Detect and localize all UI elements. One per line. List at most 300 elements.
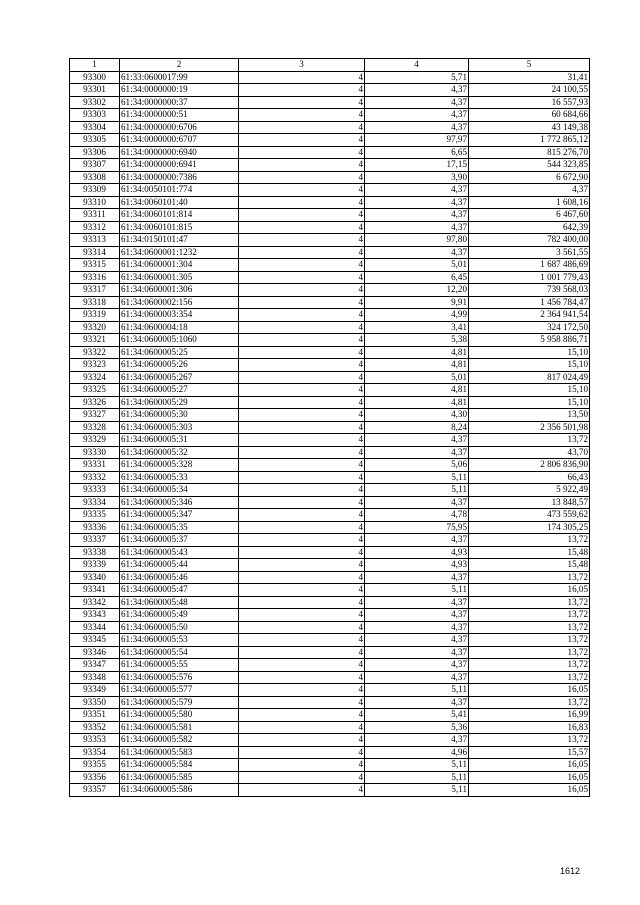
cadastral-number-cell: 61:34:0600005:584 (120, 759, 239, 772)
value-cell: 4,37 (365, 534, 469, 547)
header-col-1: 1 (70, 59, 120, 72)
table-row (70, 84, 590, 97)
cadastral-number-cell: 61:34:0600005:580 (120, 709, 239, 722)
header-col-4: 4 (365, 59, 469, 72)
cadastral-number-cell: 61:34:0600005:577 (120, 684, 239, 697)
row-number-cell: 93327 (70, 409, 120, 422)
category-cell: 4 (239, 546, 365, 559)
row-number-cell: 93302 (70, 96, 120, 109)
table-row (70, 146, 590, 159)
value-cell: 4,37 (365, 184, 469, 197)
value-cell: 4,37 (365, 209, 469, 222)
value-cell: 4,37 (365, 671, 469, 684)
amount-cell: 1 608,16 (469, 196, 590, 209)
value-cell: 5,71 (365, 71, 469, 84)
row-number-cell: 93348 (70, 671, 120, 684)
category-cell: 4 (239, 84, 365, 97)
row-number-cell: 93352 (70, 721, 120, 734)
category-cell: 4 (239, 571, 365, 584)
amount-cell: 2 364 941,54 (469, 309, 590, 322)
value-cell: 4,37 (365, 96, 469, 109)
row-number-cell: 93300 (70, 71, 120, 84)
row-number-cell: 93326 (70, 396, 120, 409)
row-number-cell: 93357 (70, 784, 120, 797)
value-cell: 3,90 (365, 171, 469, 184)
cadastral-number-cell: 61:34:0000000:6707 (120, 134, 239, 147)
value-cell: 5,11 (365, 771, 469, 784)
amount-cell: 15,10 (469, 359, 590, 372)
category-cell: 4 (239, 584, 365, 597)
value-cell: 97,97 (365, 134, 469, 147)
row-number-cell: 93344 (70, 621, 120, 634)
table-row (70, 321, 590, 334)
amount-cell: 13,72 (469, 734, 590, 747)
value-cell: 5,06 (365, 459, 469, 472)
row-number-cell: 93329 (70, 434, 120, 447)
category-cell: 4 (239, 396, 365, 409)
amount-cell: 3 561,55 (469, 246, 590, 259)
value-cell: 4,37 (365, 496, 469, 509)
category-cell: 4 (239, 246, 365, 259)
row-number-cell: 93325 (70, 384, 120, 397)
row-number-cell: 93336 (70, 521, 120, 534)
table-row (70, 396, 590, 409)
amount-cell: 13,50 (469, 409, 590, 422)
value-cell: 4,78 (365, 509, 469, 522)
category-cell: 4 (239, 409, 365, 422)
amount-cell: 13,72 (469, 571, 590, 584)
category-cell: 4 (239, 134, 365, 147)
amount-cell: 2 356 501,98 (469, 421, 590, 434)
category-cell: 4 (239, 334, 365, 347)
cadastral-number-cell: 61:34:0600005:44 (120, 559, 239, 572)
value-cell: 4,37 (365, 196, 469, 209)
amount-cell: 6 467,60 (469, 209, 590, 222)
cadastral-number-cell: 61:34:0600005:55 (120, 659, 239, 672)
value-cell: 8,24 (365, 421, 469, 434)
row-number-cell: 93322 (70, 346, 120, 359)
value-cell: 5,36 (365, 721, 469, 734)
category-cell: 4 (239, 659, 365, 672)
table-row (70, 421, 590, 434)
value-cell: 5,11 (365, 484, 469, 497)
row-number-cell: 93354 (70, 746, 120, 759)
value-cell: 4,81 (365, 346, 469, 359)
amount-cell: 16,05 (469, 784, 590, 797)
cadastral-number-cell: 61:34:0600005:33 (120, 471, 239, 484)
value-cell: 6,45 (365, 271, 469, 284)
row-number-cell: 93355 (70, 759, 120, 772)
table-row (70, 384, 590, 397)
cadastral-number-cell: 61:34:0000000:7386 (120, 171, 239, 184)
table-body (70, 71, 590, 796)
cadastral-number-cell: 61:34:0060101:40 (120, 196, 239, 209)
page-number: 1612 (560, 866, 581, 876)
category-cell: 4 (239, 496, 365, 509)
category-cell: 4 (239, 459, 365, 472)
cadastral-number-cell: 61:34:0000000:51 (120, 109, 239, 122)
cadastral-number-cell: 61:34:0050101:774 (120, 184, 239, 197)
cadastral-number-cell: 61:34:0000000:6706 (120, 121, 239, 134)
table-row (70, 646, 590, 659)
category-cell: 4 (239, 559, 365, 572)
table-row (70, 621, 590, 634)
table-row (70, 534, 590, 547)
row-number-cell: 93339 (70, 559, 120, 572)
data-table (69, 58, 590, 797)
table-row (70, 359, 590, 372)
amount-cell: 4,37 (469, 184, 590, 197)
row-number-cell: 93351 (70, 709, 120, 722)
value-cell: 4,37 (365, 121, 469, 134)
category-cell: 4 (239, 346, 365, 359)
table-row (70, 409, 590, 422)
amount-cell: 16,05 (469, 584, 590, 597)
amount-cell: 16,83 (469, 721, 590, 734)
table-row (70, 471, 590, 484)
row-number-cell: 93304 (70, 121, 120, 134)
category-cell: 4 (239, 734, 365, 747)
row-number-cell: 93334 (70, 496, 120, 509)
row-number-cell: 93321 (70, 334, 120, 347)
cadastral-number-cell: 61:34:0600003:354 (120, 309, 239, 322)
cadastral-number-cell: 61:34:0600005:53 (120, 634, 239, 647)
row-number-cell: 93338 (70, 546, 120, 559)
amount-cell: 324 172,50 (469, 321, 590, 334)
category-cell: 4 (239, 309, 365, 322)
amount-cell: 13,72 (469, 634, 590, 647)
cadastral-number-cell: 61:34:0600005:581 (120, 721, 239, 734)
value-cell: 4,37 (365, 621, 469, 634)
category-cell: 4 (239, 234, 365, 247)
amount-cell: 66,43 (469, 471, 590, 484)
cadastral-number-cell: 61:34:0600005:1060 (120, 334, 239, 347)
category-cell: 4 (239, 421, 365, 434)
amount-cell: 817 024,49 (469, 371, 590, 384)
row-number-cell: 93337 (70, 534, 120, 547)
table-row (70, 659, 590, 672)
cadastral-number-cell: 61:34:0600005:48 (120, 596, 239, 609)
amount-cell: 16,99 (469, 709, 590, 722)
table-row (70, 71, 590, 84)
category-cell: 4 (239, 371, 365, 384)
value-cell: 4,37 (365, 659, 469, 672)
cadastral-number-cell: 61:33:0600017:99 (120, 71, 239, 84)
table-row (70, 609, 590, 622)
value-cell: 4,37 (365, 246, 469, 259)
table-row (70, 334, 590, 347)
row-number-cell: 93356 (70, 771, 120, 784)
table-row (70, 259, 590, 272)
table-row (70, 484, 590, 497)
cadastral-number-cell: 61:34:0600005:328 (120, 459, 239, 472)
cadastral-number-cell: 61:34:0600005:585 (120, 771, 239, 784)
cadastral-number-cell: 61:34:0600005:267 (120, 371, 239, 384)
amount-cell: 16,05 (469, 771, 590, 784)
table-row (70, 509, 590, 522)
row-number-cell: 93323 (70, 359, 120, 372)
row-number-cell: 93331 (70, 459, 120, 472)
amount-cell: 31,41 (469, 71, 590, 84)
table-row (70, 121, 590, 134)
amount-cell: 13,72 (469, 621, 590, 634)
category-cell: 4 (239, 521, 365, 534)
category-cell: 4 (239, 771, 365, 784)
table-row (70, 559, 590, 572)
value-cell: 5,11 (365, 759, 469, 772)
amount-cell: 43 149,38 (469, 121, 590, 134)
cadastral-number-cell: 61:34:0600005:37 (120, 534, 239, 547)
cadastral-number-cell: 61:34:0600005:30 (120, 409, 239, 422)
category-cell: 4 (239, 159, 365, 172)
amount-cell: 43,70 (469, 446, 590, 459)
cadastral-number-cell: 61:34:0600005:27 (120, 384, 239, 397)
table-row (70, 459, 590, 472)
row-number-cell: 93345 (70, 634, 120, 647)
table-row (70, 584, 590, 597)
cadastral-number-cell: 61:34:0600005:43 (120, 546, 239, 559)
row-number-cell: 93346 (70, 646, 120, 659)
table-row (70, 496, 590, 509)
value-cell: 75,95 (365, 521, 469, 534)
category-cell: 4 (239, 321, 365, 334)
category-cell: 4 (239, 96, 365, 109)
cadastral-number-cell: 61:34:0600005:346 (120, 496, 239, 509)
table-row (70, 671, 590, 684)
amount-cell: 1 772 865,12 (469, 134, 590, 147)
row-number-cell: 93347 (70, 659, 120, 672)
category-cell: 4 (239, 509, 365, 522)
cadastral-number-cell: 61:34:0600005:47 (120, 584, 239, 597)
value-cell: 5,01 (365, 371, 469, 384)
cadastral-number-cell: 61:34:0000000:6940 (120, 146, 239, 159)
amount-cell: 473 559,62 (469, 509, 590, 522)
amount-cell: 15,48 (469, 559, 590, 572)
cadastral-number-cell: 61:34:0150101:47 (120, 234, 239, 247)
table-row (70, 209, 590, 222)
row-number-cell: 93342 (70, 596, 120, 609)
table-row (70, 196, 590, 209)
table-row (70, 721, 590, 734)
amount-cell: 13,72 (469, 534, 590, 547)
amount-cell: 1 456 784,47 (469, 296, 590, 309)
table-row (70, 296, 590, 309)
amount-cell: 13,72 (469, 659, 590, 672)
table-row (70, 246, 590, 259)
value-cell: 5,11 (365, 584, 469, 597)
amount-cell: 60 684,66 (469, 109, 590, 122)
row-number-cell: 93353 (70, 734, 120, 747)
table-row (70, 571, 590, 584)
category-cell: 4 (239, 434, 365, 447)
table-row (70, 271, 590, 284)
cadastral-number-cell: 61:34:0600005:25 (120, 346, 239, 359)
row-number-cell: 93349 (70, 684, 120, 697)
cadastral-number-cell: 61:34:0600005:32 (120, 446, 239, 459)
category-cell: 4 (239, 684, 365, 697)
amount-cell: 6 672,90 (469, 171, 590, 184)
category-cell: 4 (239, 146, 365, 159)
value-cell: 4,81 (365, 396, 469, 409)
category-cell: 4 (239, 646, 365, 659)
cadastral-number-cell: 61:34:0060101:814 (120, 209, 239, 222)
amount-cell: 15,57 (469, 746, 590, 759)
category-cell: 4 (239, 534, 365, 547)
category-cell: 4 (239, 759, 365, 772)
amount-cell: 2 806 836,90 (469, 459, 590, 472)
category-cell: 4 (239, 671, 365, 684)
cadastral-number-cell: 61:34:0600005:49 (120, 609, 239, 622)
value-cell: 4,37 (365, 571, 469, 584)
table-row (70, 746, 590, 759)
table-row (70, 696, 590, 709)
table-row (70, 371, 590, 384)
value-cell: 4,37 (365, 696, 469, 709)
value-cell: 4,99 (365, 309, 469, 322)
value-cell: 4,30 (365, 409, 469, 422)
cadastral-number-cell: 61:34:0000000:37 (120, 96, 239, 109)
row-number-cell: 93335 (70, 509, 120, 522)
amount-cell: 815 276,70 (469, 146, 590, 159)
value-cell: 4,37 (365, 646, 469, 659)
table-row (70, 596, 590, 609)
cadastral-number-cell: 61:34:0600005:576 (120, 671, 239, 684)
category-cell: 4 (239, 709, 365, 722)
value-cell: 17,15 (365, 159, 469, 172)
value-cell: 4,93 (365, 559, 469, 572)
row-number-cell: 93303 (70, 109, 120, 122)
category-cell: 4 (239, 109, 365, 122)
value-cell: 4,96 (365, 746, 469, 759)
row-number-cell: 93341 (70, 584, 120, 597)
amount-cell: 13,72 (469, 696, 590, 709)
table-row (70, 159, 590, 172)
cadastral-number-cell: 61:34:0600005:579 (120, 696, 239, 709)
amount-cell: 15,48 (469, 546, 590, 559)
cadastral-number-cell: 61:34:0600005:54 (120, 646, 239, 659)
amount-cell: 13,72 (469, 671, 590, 684)
category-cell: 4 (239, 209, 365, 222)
value-cell: 4,93 (365, 546, 469, 559)
table-row (70, 759, 590, 772)
row-number-cell: 93340 (70, 571, 120, 584)
value-cell: 4,37 (365, 446, 469, 459)
row-number-cell: 93328 (70, 421, 120, 434)
table-row (70, 709, 590, 722)
value-cell: 4,37 (365, 109, 469, 122)
row-number-cell: 93333 (70, 484, 120, 497)
row-number-cell: 93320 (70, 321, 120, 334)
cadastral-number-cell: 61:34:0600001:305 (120, 271, 239, 284)
amount-cell: 16 557,93 (469, 96, 590, 109)
cadastral-number-cell: 61:34:0600001:304 (120, 259, 239, 272)
table-row (70, 521, 590, 534)
amount-cell: 13 848,57 (469, 496, 590, 509)
category-cell: 4 (239, 446, 365, 459)
cadastral-number-cell: 61:34:0600005:50 (120, 621, 239, 634)
category-cell: 4 (239, 609, 365, 622)
cadastral-number-cell: 61:34:0600005:34 (120, 484, 239, 497)
table-row (70, 221, 590, 234)
amount-cell: 782 400,00 (469, 234, 590, 247)
row-number-cell: 93317 (70, 284, 120, 297)
table-row (70, 234, 590, 247)
value-cell: 9,91 (365, 296, 469, 309)
value-cell: 4,37 (365, 609, 469, 622)
table-row (70, 96, 590, 109)
category-cell: 4 (239, 359, 365, 372)
row-number-cell: 93332 (70, 471, 120, 484)
cadastral-number-cell: 61:34:0600005:46 (120, 571, 239, 584)
row-number-cell: 93306 (70, 146, 120, 159)
category-cell: 4 (239, 271, 365, 284)
cadastral-number-cell: 61:34:0600001:1232 (120, 246, 239, 259)
value-cell: 4,37 (365, 221, 469, 234)
category-cell: 4 (239, 696, 365, 709)
amount-cell: 1 001 779,43 (469, 271, 590, 284)
cadastral-number-cell: 61:34:0600005:582 (120, 734, 239, 747)
table-row (70, 684, 590, 697)
table-header-row (70, 59, 590, 72)
table-row (70, 784, 590, 797)
row-number-cell: 93316 (70, 271, 120, 284)
cadastral-number-cell: 61:34:0600004:18 (120, 321, 239, 334)
cadastral-number-cell: 61:34:0600005:31 (120, 434, 239, 447)
table-row (70, 734, 590, 747)
row-number-cell: 93330 (70, 446, 120, 459)
cadastral-number-cell: 61:34:0600002:156 (120, 296, 239, 309)
category-cell: 4 (239, 259, 365, 272)
value-cell: 5,11 (365, 684, 469, 697)
amount-cell: 16,05 (469, 684, 590, 697)
row-number-cell: 93315 (70, 259, 120, 272)
row-number-cell: 93301 (70, 84, 120, 97)
value-cell: 12,20 (365, 284, 469, 297)
category-cell: 4 (239, 296, 365, 309)
row-number-cell: 93311 (70, 209, 120, 222)
table-row (70, 434, 590, 447)
value-cell: 5,01 (365, 259, 469, 272)
value-cell: 4,37 (365, 434, 469, 447)
category-cell: 4 (239, 171, 365, 184)
value-cell: 5,11 (365, 471, 469, 484)
row-number-cell: 93307 (70, 159, 120, 172)
category-cell: 4 (239, 746, 365, 759)
cadastral-number-cell: 61:34:0060101:815 (120, 221, 239, 234)
cadastral-number-cell: 61:34:0600001:306 (120, 284, 239, 297)
row-number-cell: 93313 (70, 234, 120, 247)
row-number-cell: 93343 (70, 609, 120, 622)
category-cell: 4 (239, 484, 365, 497)
cadastral-number-cell: 61:34:0000000:19 (120, 84, 239, 97)
amount-cell: 24 100,55 (469, 84, 590, 97)
row-number-cell: 93318 (70, 296, 120, 309)
cadastral-number-cell: 61:34:0000000:6941 (120, 159, 239, 172)
category-cell: 4 (239, 784, 365, 797)
value-cell: 4,81 (365, 384, 469, 397)
amount-cell: 15,10 (469, 384, 590, 397)
header-col-5: 5 (469, 59, 590, 72)
table-row (70, 546, 590, 559)
cadastral-number-cell: 61:34:0600005:303 (120, 421, 239, 434)
value-cell: 5,41 (365, 709, 469, 722)
table-row (70, 309, 590, 322)
amount-cell: 739 568,03 (469, 284, 590, 297)
header-col-2: 2 (120, 59, 239, 72)
row-number-cell: 93314 (70, 246, 120, 259)
header-col-3: 3 (239, 59, 365, 72)
value-cell: 3,41 (365, 321, 469, 334)
